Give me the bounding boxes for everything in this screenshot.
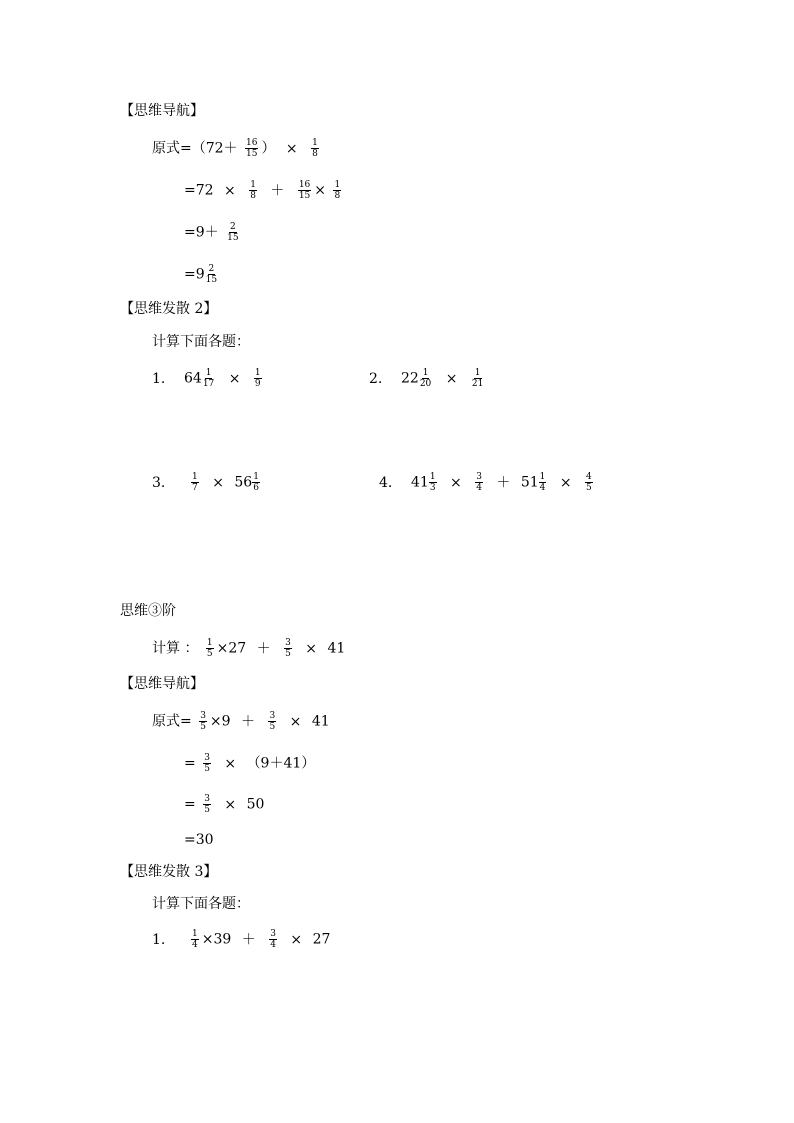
- denominator: 7: [192, 483, 198, 493]
- numerator: 1: [253, 472, 259, 482]
- term: ×39: [201, 931, 232, 948]
- level-heading: 思维③阶: [120, 603, 176, 619]
- fraction: [199, 711, 207, 732]
- diverge-heading-3: 【思维发散 3】: [120, 864, 218, 880]
- fraction: [539, 472, 547, 493]
- problem-1: [152, 929, 330, 950]
- term: ×9: [209, 713, 231, 730]
- open-paren: （72＋: [191, 140, 238, 157]
- fraction: [268, 711, 276, 732]
- numerator: 3: [476, 472, 482, 482]
- numerator: 3: [270, 929, 276, 939]
- plus-sign: ＋: [241, 931, 256, 948]
- denominator: 5: [269, 722, 276, 732]
- term: 50: [246, 796, 265, 813]
- times-sign: ×: [445, 370, 458, 387]
- problem-number: 1.: [152, 931, 166, 948]
- term: 27: [312, 931, 331, 948]
- whole: 51: [520, 474, 539, 491]
- denominator: 15: [227, 233, 239, 243]
- term: =: [184, 796, 196, 813]
- numerator: 1: [254, 368, 261, 378]
- denominator: 4: [539, 483, 546, 493]
- fraction: [419, 368, 432, 389]
- denominator: 21: [471, 379, 484, 389]
- problem-number: 3.: [152, 474, 166, 491]
- solution-line-2: [184, 180, 344, 201]
- numerator: 3: [200, 711, 206, 721]
- numerator: 1: [312, 138, 318, 148]
- denominator: 8: [334, 191, 341, 201]
- problem-number: 2.: [369, 370, 383, 387]
- numerator: 2: [229, 222, 236, 232]
- numerator: 2: [208, 264, 215, 274]
- calc-expression: [152, 638, 345, 659]
- denominator: 8: [250, 191, 256, 201]
- term: =72: [184, 182, 214, 199]
- denominator: 8: [312, 149, 318, 159]
- fraction: [429, 472, 437, 493]
- problem-2: [369, 368, 487, 389]
- solution-line-4: =30: [184, 832, 214, 848]
- orig-label: 原式=: [152, 713, 192, 730]
- numerator: 4: [586, 472, 592, 482]
- solution-line-3: [184, 794, 264, 815]
- fraction: [254, 368, 262, 389]
- nav-heading-2: 【思维导航】: [120, 676, 204, 692]
- denominator: 5: [200, 722, 206, 732]
- times-sign: ×: [285, 140, 298, 157]
- solution-line-3: [184, 222, 243, 243]
- fraction: [203, 753, 211, 774]
- denominator: 4: [270, 940, 276, 950]
- numerator: 16: [246, 138, 258, 148]
- close-paren: ）: [261, 140, 276, 157]
- plus-sign: ＋: [270, 182, 285, 199]
- denominator: 15: [298, 191, 311, 201]
- denominator: 4: [476, 483, 482, 493]
- plus-sign: ＋: [496, 474, 511, 491]
- numerator: 3: [204, 753, 210, 763]
- numerator: 1: [334, 180, 341, 190]
- denominator: 5: [285, 649, 291, 659]
- solution-line-1: [152, 711, 330, 732]
- fraction: [206, 638, 214, 659]
- problem-1: [152, 368, 265, 389]
- problem-4: [379, 472, 596, 493]
- numerator: 1: [422, 368, 429, 378]
- times-sign: ×: [224, 755, 237, 772]
- denominator: 17: [202, 379, 215, 389]
- problem-3: [152, 472, 263, 493]
- calc-label: 计算 ：: [152, 640, 199, 657]
- times-sign: ×: [224, 796, 237, 813]
- numerator: 1: [206, 638, 213, 648]
- numerator: 3: [269, 711, 276, 721]
- denominator: 9: [254, 379, 261, 389]
- plus-sign: ＋: [241, 713, 256, 730]
- times-sign: ×: [450, 474, 462, 491]
- numerator: 3: [285, 638, 291, 648]
- times-sign: ×: [212, 474, 224, 491]
- solution-line-2: [184, 753, 315, 774]
- term: 41: [327, 640, 346, 657]
- times-sign: ×: [290, 931, 303, 948]
- times-sign: ×: [228, 370, 241, 387]
- fraction: [191, 929, 199, 950]
- fraction: [471, 368, 484, 389]
- whole: 64: [184, 370, 202, 387]
- whole: 56: [234, 474, 253, 491]
- denominator: 5: [204, 764, 210, 774]
- term: =9＋: [184, 224, 219, 241]
- denominator: 3: [429, 483, 436, 493]
- numerator: 1: [539, 472, 546, 482]
- fraction: [298, 180, 311, 201]
- problem-number: 1.: [152, 370, 166, 387]
- fraction: [205, 264, 218, 285]
- times-sign: ×: [314, 182, 327, 199]
- times-sign: ×: [224, 182, 236, 199]
- numerator: 1: [192, 472, 198, 482]
- fraction: [585, 472, 593, 493]
- plus-sign: ＋: [256, 640, 271, 657]
- term: =9: [184, 266, 205, 283]
- numerator: 1: [474, 368, 481, 378]
- term: （9＋41）: [246, 755, 316, 772]
- denominator: 6: [253, 483, 259, 493]
- denominator: 5: [586, 483, 592, 493]
- denominator: 15: [246, 149, 258, 159]
- numerator: 1: [250, 180, 256, 190]
- fraction: [333, 180, 341, 201]
- denominator: 15: [205, 275, 218, 285]
- fraction: [245, 138, 258, 159]
- term: ×27: [216, 640, 247, 657]
- diverge-heading-2: 【思维发散 2】: [120, 301, 218, 317]
- times-sign: ×: [559, 474, 572, 491]
- numerator: 1: [429, 472, 436, 482]
- fraction: [311, 138, 319, 159]
- numerator: 1: [205, 368, 212, 378]
- fraction: [191, 472, 199, 493]
- instruction: 计算下面各题：: [152, 896, 250, 912]
- denominator: 4: [192, 940, 198, 950]
- term: 41: [311, 713, 330, 730]
- solution-line-1: [152, 138, 322, 159]
- fraction: [475, 472, 483, 493]
- denominator: 5: [204, 805, 210, 815]
- fraction: [226, 222, 239, 243]
- fraction: [249, 180, 257, 201]
- denominator: 20: [419, 379, 432, 389]
- fraction: [269, 929, 277, 950]
- whole: 22: [401, 370, 419, 387]
- denominator: 5: [206, 649, 213, 659]
- times-sign: ×: [305, 640, 318, 657]
- solution-line-4: [184, 264, 221, 285]
- whole: 41: [411, 474, 429, 491]
- fraction: [202, 368, 215, 389]
- fraction: [252, 472, 260, 493]
- numerator: 3: [204, 794, 210, 804]
- nav-heading-1: 【思维导航】: [120, 103, 204, 119]
- orig-label: 原式=: [152, 140, 192, 157]
- term: =: [184, 755, 196, 772]
- fraction: [203, 794, 211, 815]
- problem-number: 4.: [379, 474, 393, 491]
- instruction: 计算下面各题：: [152, 334, 250, 350]
- fraction: [284, 638, 292, 659]
- times-sign: ×: [289, 713, 302, 730]
- numerator: 16: [298, 180, 311, 190]
- numerator: 1: [192, 929, 198, 939]
